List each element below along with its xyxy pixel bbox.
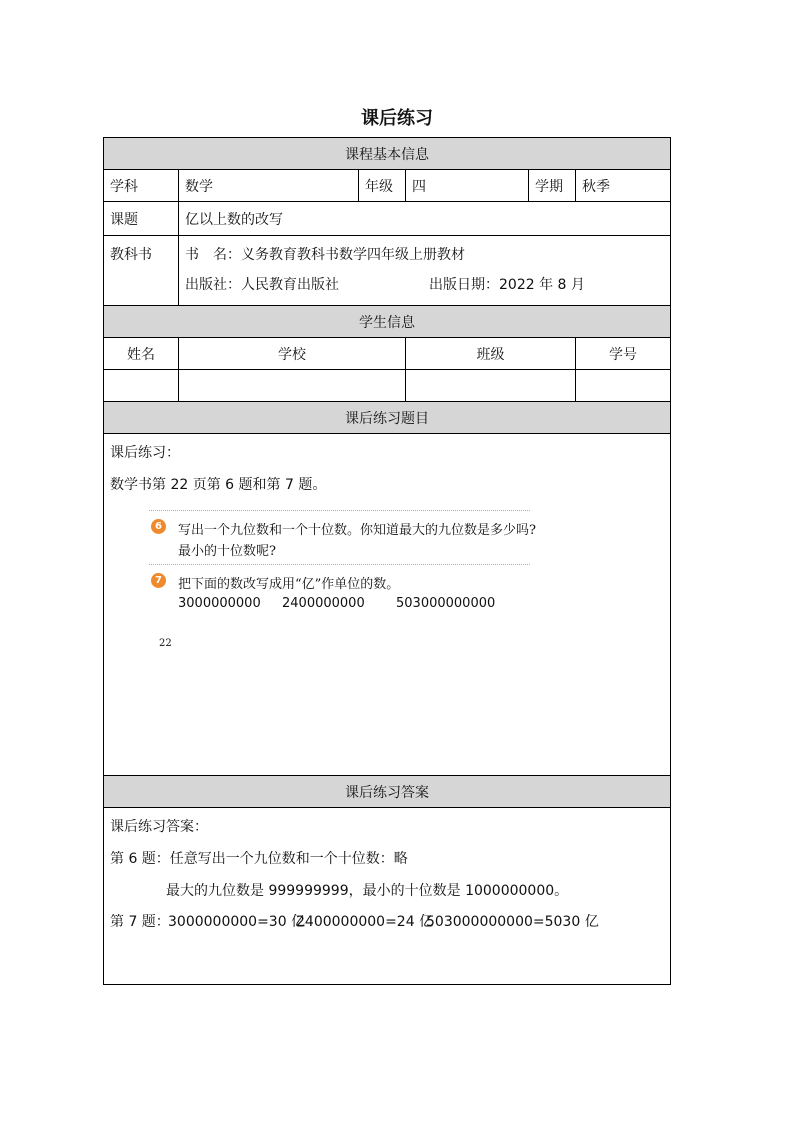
class-field[interactable] <box>406 370 576 402</box>
course-info-header: 课程基本信息 <box>104 138 671 170</box>
textbook-label: 教科书 <box>104 236 179 306</box>
term-value: 秋季 <box>576 170 671 202</box>
name-column: 姓名 <box>104 338 179 370</box>
answer-6-line1: 第 6 题：任意写出一个九位数和一个十位数：略 <box>110 851 408 867</box>
exercise-area <box>104 434 670 775</box>
class-column: 班级 <box>406 338 576 370</box>
answer-7-item-2: 2400000000=24 亿 <box>296 914 434 930</box>
grade-value: 四 <box>406 170 529 202</box>
question-6-badge: 6 <box>151 519 166 534</box>
topic-value: 亿以上数的改写 <box>179 202 671 236</box>
grade-label: 年级 <box>359 170 406 202</box>
student-id-column: 学号 <box>576 338 671 370</box>
question-6-line1: 写出一个九位数和一个十位数。你知道最大的九位数是多少吗? <box>178 523 536 538</box>
student-id-field[interactable] <box>576 370 671 402</box>
subject-value: 数学 <box>179 170 359 202</box>
lesson-table <box>103 137 671 985</box>
school-column: 学校 <box>179 338 406 370</box>
answers-intro: 课后练习答案： <box>110 819 208 835</box>
publisher: 出版社：人民教育出版社 <box>185 277 339 293</box>
answer-6-line2: 最大的九位数是 999999999，最小的十位数是 1000000000。 <box>166 883 569 899</box>
school-field[interactable] <box>179 370 406 402</box>
page-title: 课后练习 <box>361 108 433 129</box>
exercise-reference: 数学书第 22 页第 6 题和第 7 题。 <box>110 477 327 493</box>
student-info-header: 学生信息 <box>104 306 671 338</box>
question-7-number-2: 2400000000 <box>282 596 365 611</box>
term-label: 学期 <box>529 170 576 202</box>
answer-7-label: 第 7 题： <box>110 914 170 930</box>
subject-label: 学科 <box>104 170 179 202</box>
question-7-badge: 7 <box>151 573 166 588</box>
exercise-header: 课后练习题目 <box>104 402 671 434</box>
publish-date: 出版日期：2022 年 8 月 <box>429 277 585 293</box>
answer-7-item-1: 3000000000=30 亿 <box>168 914 306 930</box>
answer-7-item-3: 503000000000=5030 亿 <box>426 914 599 930</box>
topic-label: 课题 <box>104 202 179 236</box>
question-7-number-3: 503000000000 <box>396 596 496 611</box>
answers-header: 课后练习答案 <box>104 776 671 808</box>
divider <box>149 510 530 511</box>
exercise-intro: 课后练习： <box>110 445 180 461</box>
name-field[interactable] <box>104 370 179 402</box>
divider <box>149 564 530 565</box>
answers-area <box>104 808 670 984</box>
question-7-number-1: 3000000000 <box>178 596 261 611</box>
question-6-line2: 最小的十位数呢? <box>178 544 276 559</box>
question-7-line: 把下面的数改写成用“亿”作单位的数。 <box>178 577 400 592</box>
page-number: 22 <box>159 638 172 649</box>
book-name: 书 名：义务教育教科书数学四年级上册教材 <box>185 247 465 263</box>
